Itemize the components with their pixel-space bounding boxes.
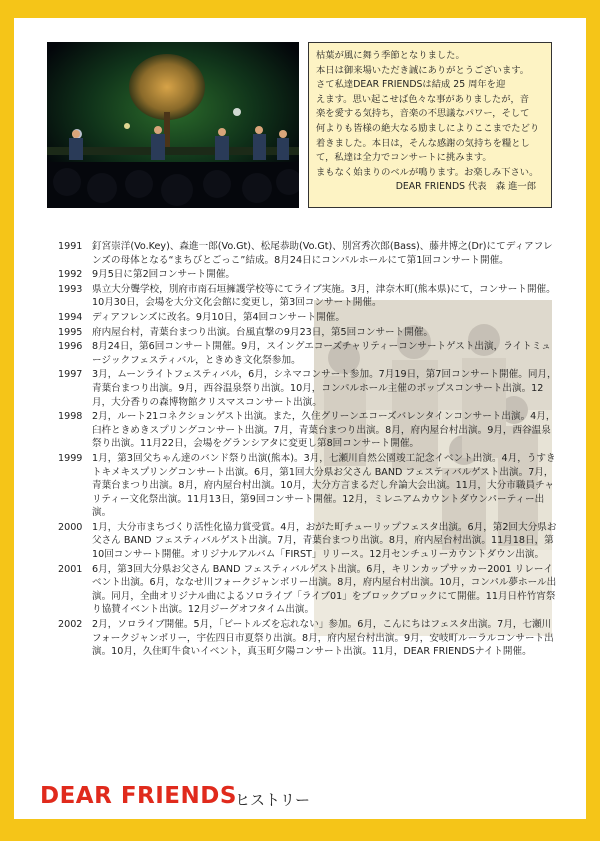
- greeting-line: まもなく始まりのベルが鳴ります。お楽しみ下さい。: [316, 166, 539, 178]
- history-entry: [58, 268, 558, 282]
- history-year: 1992: [58, 269, 83, 281]
- concert-photo: [47, 42, 299, 208]
- history-year: 1998: [58, 411, 83, 423]
- history-year: 1997: [58, 369, 83, 381]
- greeting-line: て，私達は全力でコンサートに挑みます。: [316, 152, 492, 164]
- greeting-line: さて私達DEAR FRIENDSは結成 25 周年を迎: [316, 79, 506, 91]
- history-text: 県立大分聾学校，別府市南石垣擁護学校等にてライブ実施。3月，津奈木町(熊本県)にて，コンサート開催。10月30日，会場を大分文化会館に変更し，第3回コンサート開催。: [92, 283, 556, 309]
- history-entry: [58, 240, 558, 267]
- history-year: 1994: [58, 311, 83, 323]
- history-text: 1月，第3回父ちゃん達のバンド祭り出演(熊本)。3月，七瀬川自然公園竣工記念イベント出演。4月，うすきトキメキスプリングコンサート出演。6月，第1回大分県お父さん BAND フェスティバルゲスト出演。7月，青葉台まつり出演。8月，府内屋台村出演。10月，大分方言まるだし弁論大会出演。11月，大分市職員チャリティー文化祭出演。11月13日，第9回コンサート開催。12月，ミレニアムカウントダウンパーティー出演。: [92, 452, 556, 519]
- footer-title: DEAR FRIENDS: [40, 783, 237, 809]
- history-text: 8月24日，第6回コンサート開催。9月，スイングエコーズチャリティーコンサートゲスト出演，ライトミュージックフェスティバル，ときめき文化祭参加。: [92, 341, 551, 366]
- greeting-line: 枯葉が風に舞う季節となりました。: [316, 50, 465, 61]
- greeting-box: [308, 42, 552, 208]
- history-year: 1991: [58, 241, 83, 252]
- history-year: 2000: [58, 521, 83, 533]
- history-text: 釘宮崇洋(Vo.Key)、森進一郎(Vo.Gt)、松尾恭助(Vo.Gt)、別宮秀次郎(Bass)、藤井博之(Dr)にてディアフレンズの母体となる“まちびとごっこ”結成。8月24日にコンパルホールにて第1回コンサート開催。: [92, 241, 553, 266]
- frame-top: [0, 0, 600, 18]
- history-text: 9月5日に第2回コンサート開催。: [92, 269, 236, 281]
- history-year: 2001: [58, 563, 83, 575]
- history-year: 1995: [58, 326, 83, 338]
- history-text: 6月，第3回大分県お父さん BAND フェスティバルゲスト出演。6月，キリンカップサッカー2001 リレーイベント出演。6月，ななせ川フォークジャンボリー出演。8月，府内屋台村出演。10月，コンパル夢ホール出演。同月，全曲オリジナル曲によるソロライブ「ライブ01」をブロックブロックにて開催。11月日杵竹宵祭り協賛イベント出演。12月ジーグオフタイム出演。: [92, 563, 557, 616]
- frame-right: [586, 0, 600, 841]
- history-year: 1999: [58, 452, 83, 464]
- history-entry: [58, 340, 558, 367]
- history-entry: [58, 618, 558, 659]
- history-entry: [58, 410, 558, 451]
- greeting-line: 何よりも皆様の絶大なる励ましによりここまでたどり: [316, 122, 540, 134]
- history-entry: [58, 311, 558, 325]
- greeting-line: えます。思い起こせば色々な事がありましたが，音: [316, 93, 530, 105]
- greeting-line: 本日は御来場いただき誠にありがとうございます。: [316, 64, 530, 76]
- history-entry: [58, 326, 558, 340]
- history-text: 2月，ルート21コネクションゲスト出演。また，久住グリーンエコーズバレンタインコンサート出演。4月，臼杵ときめきスプリングコンサート出演。7月，青葉台まつり出演。8月，府内屋台村出演。9月，西谷温泉祭り出演。11月22日，会場をグランシアタに変更し第8回コンサート開催。: [92, 411, 556, 450]
- history-entry: [58, 563, 558, 617]
- greeting-signature: DEAR FRIENDS 代表 森 進一郎: [395, 181, 536, 193]
- frame-bottom: [0, 819, 600, 841]
- greeting-line: 楽を愛する気持ち，音楽の不思議なパワー，そして: [316, 108, 530, 120]
- history-year: 2002: [58, 619, 83, 631]
- history-entry: [58, 283, 558, 310]
- history-list: [58, 240, 558, 660]
- history-entry: [58, 452, 558, 520]
- frame-left: [0, 0, 14, 841]
- history-entry: [58, 521, 558, 562]
- history-text: 3月，ムーンライトフェスティバル，6月，シネマコンサート参加。7月19日，第7回コンサート開催。同月，青葉台まつり出演。9月，西谷温泉祭り出演。10月，コンパルホール主催のポップスコンサート出演。12月，大分香りの森博物館クリスマスコンサート出演。: [92, 369, 557, 408]
- history-text: 府内屋台村，青葉台まつり出演。台風直撃の9月23日，第5回コンサート開催。: [92, 326, 434, 338]
- greeting-line: 着きました。本日は，そんな感謝の気持ちを糧とし: [316, 137, 530, 149]
- history-text: 1月，大分市まちづくり活性化協力賞受賞。4月，おがた町チューリップフェスタ出演。6月，第2回大分県お父さん BAND フェスティバルゲスト出演。7月，青葉台まつり出演。8月，府内屋台村出演。11月18日，第10回コンサート開催。オリジナルアルバム「FIRST」リリース。12月センチュリーカウントダウン出演。: [92, 521, 557, 561]
- footer-subtitle: ヒストリー: [235, 791, 311, 809]
- history-text: ディアフレンズに改名。9月10日，第4回コンサート開催。: [92, 311, 345, 323]
- history-year: 1996: [58, 341, 83, 353]
- history-entry: [58, 368, 558, 409]
- history-text: 2月，ソロライブ開催。5月，「ビートルズを忘れない」参加。6月，こんにちはフェスタ出演。7月，七瀬川フォークジャンボリー，宇佐四日市夏祭り出演。8月，府内屋台村出演。9月，安岐町ルーラルコンサート出演。10月，久住町牛食いイベント，真玉町夕陽コンサート出演。11月，DEAR FRIENDSナイト開催。: [92, 619, 554, 658]
- history-year: 1993: [58, 283, 83, 295]
